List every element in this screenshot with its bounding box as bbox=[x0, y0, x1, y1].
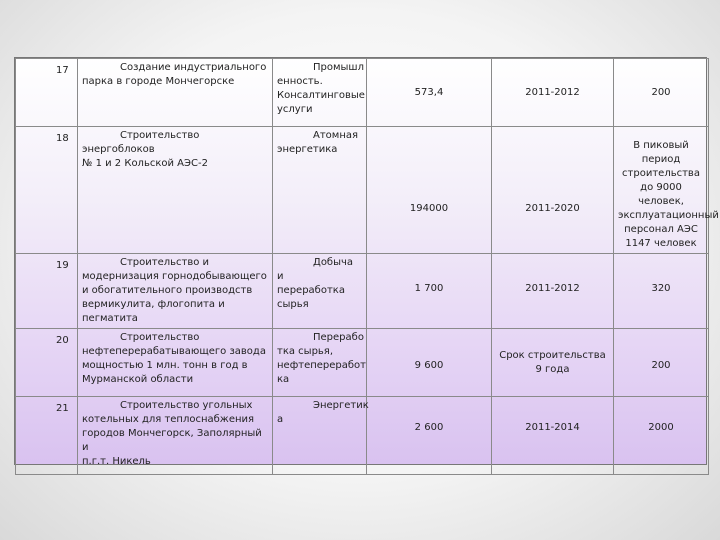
project-line: мощностью 1 млн. тонн в год в bbox=[82, 360, 248, 371]
project-line: п.г.т. Никель bbox=[82, 456, 151, 467]
project-line: Строительство bbox=[120, 332, 200, 343]
project-line: Строительство и bbox=[120, 257, 210, 268]
project-line: Создание индустриального bbox=[120, 62, 267, 73]
investment-cell: 2 600 bbox=[367, 397, 492, 475]
project-cell bbox=[78, 254, 273, 329]
investment-cell: 1 700 bbox=[367, 254, 492, 329]
industry-line: а bbox=[277, 414, 284, 425]
table-row bbox=[16, 397, 709, 475]
project-line: и обогатительного производств bbox=[82, 285, 253, 296]
industry-line: Атомная bbox=[313, 130, 359, 141]
industry-line: энергетика bbox=[277, 144, 338, 155]
period-cell: 2011-2012 bbox=[492, 59, 614, 127]
industry-line: Добыча и bbox=[277, 257, 354, 282]
industry-line: Консалтинговые bbox=[277, 90, 365, 101]
jobs-cell: В пиковый период строительства до 9000 человек, эксплуатационный персонал АЭС 1147 человек bbox=[614, 127, 709, 254]
investment-cell: 573,4 bbox=[367, 59, 492, 127]
period-cell: 2011-2014 bbox=[492, 397, 614, 475]
table-row bbox=[16, 329, 709, 397]
project-line: нефтеперерабатывающего завода bbox=[82, 346, 266, 357]
industry-line: Перерабо bbox=[313, 332, 364, 343]
investment-cell: 194000 bbox=[367, 127, 492, 254]
project-line: вермикулита, флогопита и bbox=[82, 299, 225, 310]
project-line: Строительство энергоблоков bbox=[82, 130, 200, 155]
project-line: пегматита bbox=[82, 313, 138, 324]
project-cell bbox=[78, 59, 273, 127]
project-line: № 1 и 2 Кольской АЭС-2 bbox=[82, 158, 208, 169]
project-line: городов Мончегорск, Заполярный и bbox=[82, 428, 262, 453]
industry-cell bbox=[273, 397, 367, 475]
table-row bbox=[16, 254, 709, 329]
row-number: 17 bbox=[16, 59, 78, 127]
industry-cell bbox=[273, 59, 367, 127]
industry-line: тка сырья, bbox=[277, 346, 334, 357]
row-number: 20 bbox=[16, 329, 78, 397]
industry-cell bbox=[273, 254, 367, 329]
industry-line: ка bbox=[277, 374, 290, 385]
jobs-cell: 200 bbox=[614, 329, 709, 397]
period-cell: 2011-2020 bbox=[492, 127, 614, 254]
industry-line: сырья bbox=[277, 299, 309, 310]
jobs-cell: 200 bbox=[614, 59, 709, 127]
project-cell bbox=[78, 397, 273, 475]
project-line: Мурманской области bbox=[82, 374, 194, 385]
project-line: модернизация горнодобывающего bbox=[82, 271, 267, 282]
jobs-cell: 320 bbox=[614, 254, 709, 329]
industry-line: Энергетик bbox=[313, 400, 369, 411]
projects-table bbox=[15, 58, 719, 475]
period-cell: 2011-2012 bbox=[492, 254, 614, 329]
project-line: парка в городе Мончегорске bbox=[82, 76, 235, 87]
industry-line: енность. bbox=[277, 76, 323, 87]
industry-cell bbox=[273, 127, 367, 254]
jobs-cell: 2000 bbox=[614, 397, 709, 475]
period-cell: Срок строительства 9 года bbox=[492, 329, 614, 397]
industry-line: Промышл bbox=[313, 62, 364, 73]
industry-cell bbox=[273, 329, 367, 397]
investment-cell: 9 600 bbox=[367, 329, 492, 397]
row-number: 18 bbox=[16, 127, 78, 254]
industry-line: нефтепереработ bbox=[277, 360, 366, 371]
industry-line: услуги bbox=[277, 104, 313, 115]
row-number: 19 bbox=[16, 254, 78, 329]
project-cell bbox=[78, 329, 273, 397]
row-number: 21 bbox=[16, 397, 78, 475]
table-row bbox=[16, 127, 709, 254]
industry-line: переработка bbox=[277, 285, 345, 296]
project-line: котельных для теплоснабжения bbox=[82, 414, 255, 425]
table-row bbox=[16, 59, 709, 127]
project-line: Строительство угольных bbox=[120, 400, 253, 411]
project-cell bbox=[78, 127, 273, 254]
projects-table-container bbox=[14, 57, 719, 467]
